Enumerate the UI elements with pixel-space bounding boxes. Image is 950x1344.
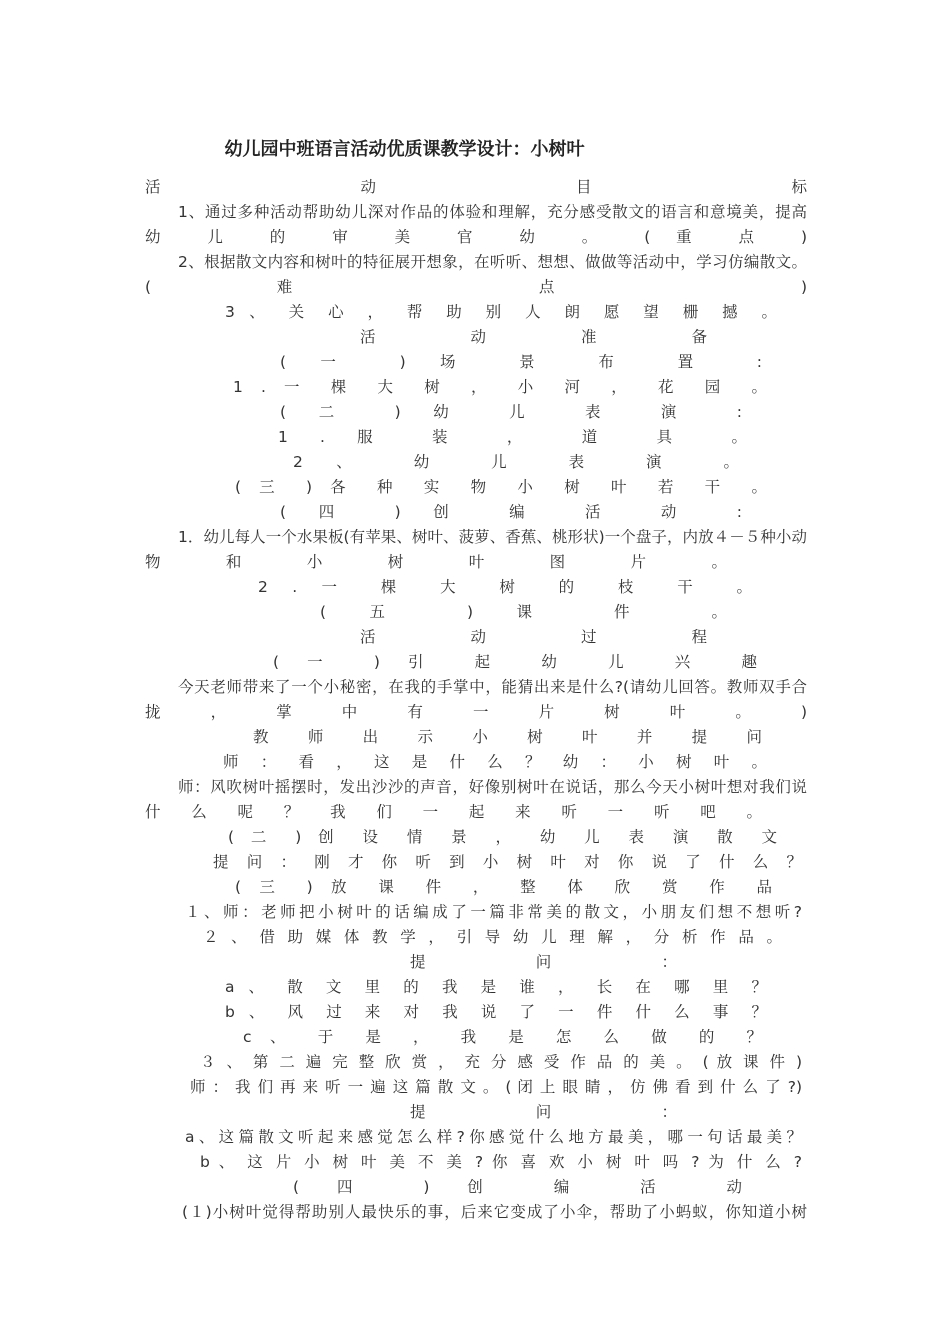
body-line	[145, 300, 807, 325]
body-line-text: 什 么 呢 ？ 我 们 一 起 来 听 一 听 吧 。	[145, 803, 762, 821]
body-line	[145, 275, 807, 300]
body-line	[145, 450, 807, 475]
body-line	[145, 900, 807, 925]
body-line-text: ( 二 ) 创 设 情 景 ， 幼 儿 表 演 散 文	[228, 828, 777, 846]
body-line	[145, 1050, 807, 1075]
body-line	[145, 850, 807, 875]
body-line	[145, 825, 807, 850]
body-line-text: 提 问 ：	[410, 1103, 677, 1121]
body-line-text: 提 问 ： 刚 才 你 听 到 小 树 叶 对 你 说 了 什 么 ？	[213, 853, 802, 871]
body-line	[145, 625, 807, 650]
body-line	[145, 1075, 807, 1100]
body-line	[145, 350, 807, 375]
body-line	[145, 1200, 807, 1225]
body-line-text: 今天老师带来了一个小秘密，在我的手掌中，能猜出来是什么?(请幼儿回答。教师双手合	[178, 678, 807, 696]
body-line-text: 活 动 目 标	[145, 178, 807, 196]
body-line	[145, 325, 807, 350]
body-line-text: ( 四 ) 创 编 活 动	[293, 1178, 742, 1196]
body-line-text: a、这篇散文听起来感觉怎么样?你感觉什么地方最美，哪一句话最美？	[185, 1128, 802, 1146]
body-line	[145, 200, 807, 225]
body-line-text: ( 四 ) 创 编 活 动 :	[280, 503, 742, 521]
body-line-text: 师 ： 我 们 再 来 听 一 遍 这 篇 散 文 。 ( 闭 上 眼 睛 ， 仿 佛 看 到 什 么 了 ?)	[190, 1078, 802, 1096]
document-title: 幼儿园中班语言活动优质课教学设计：小树叶	[224, 139, 585, 160]
body-line	[145, 1025, 807, 1050]
body-line	[145, 500, 807, 525]
body-line-text: ３ 、 第 二 遍 完 整 欣 赏 ， 充 分 感 受 作 品 的 美 。 ( 放 课 件 )	[200, 1053, 802, 1071]
body-line	[145, 400, 807, 425]
body-line	[145, 650, 807, 675]
body-line	[145, 575, 807, 600]
body-line-text: 1、通过多种活动帮助幼儿深对作品的体验和理解，充分感受散文的语言和意境美，提高	[178, 203, 807, 221]
body-line-text: 1 . 服 装 ， 道 具 。	[278, 428, 747, 446]
body-line-text: １、师：老师把小树叶的话编成了一篇非常美的散文，小朋友们想不想听?	[185, 903, 802, 921]
body-line	[145, 1100, 807, 1125]
body-line-text: ( 三 ) 各 种 实 物 小 树 叶 若 干 。	[235, 478, 767, 496]
body-line	[145, 225, 807, 250]
body-line-text: 提 问 ：	[410, 953, 677, 971]
body-line-text: 拢 ， 掌 中 有 一 片 树 叶 。 )	[145, 703, 807, 721]
body-line-text: 2、根据散文内容和树叶的特征展开想象，在听听、想想、做做等活动中，学习仿编散文。	[178, 253, 807, 271]
body-line	[145, 1000, 807, 1025]
body-line-text: ( 三 ) 放 课 件 ， 整 体 欣 赏 作 品	[235, 878, 772, 896]
body-line	[145, 700, 807, 725]
body-line-text: 3 、 关 心 ， 帮 助 别 人 朗 愿 望 栅 撼 。	[225, 303, 777, 321]
body-line-text: 幼 儿 的 审 美 官 幼 。 ( 重 点 )	[145, 228, 807, 246]
body-line	[145, 250, 807, 275]
body-line	[145, 425, 807, 450]
document-body	[145, 175, 807, 1225]
body-line-text: 1 . 一 棵 大 树 ， 小 河 ， 花 园 。	[233, 378, 767, 396]
body-line	[145, 1125, 807, 1150]
body-line	[145, 600, 807, 625]
body-line-text: 物 和 小 树 叶 图 片 。	[145, 553, 727, 571]
body-line-text: 师：风吹树叶摇摆时，发出沙沙的声音，好像别树叶在说话，那么今天小树叶想对我们说	[178, 778, 807, 796]
body-line	[145, 175, 807, 200]
body-line	[145, 525, 807, 550]
body-line	[145, 1150, 807, 1175]
body-line-text: a 、 散 文 里 的 我 是 谁 ， 长 在 哪 里 ？	[225, 978, 767, 996]
body-line	[145, 675, 807, 700]
body-line-text: ( 五 ) 课 件 。	[320, 603, 727, 621]
body-line-text: 活 动 准 备	[360, 328, 707, 346]
body-line-text: 1．幼儿每人一个水果板(有苹果、树叶、菠萝、香蕉、桃形状)一个盘子，内放４－５种小动	[178, 528, 807, 546]
body-line	[145, 975, 807, 1000]
body-line-text: 师 ： 看 ， 这 是 什 么 ？ 幼 ： 小 树 叶 。	[223, 753, 767, 771]
body-line-text: 活 动 过 程	[360, 628, 707, 646]
body-line	[145, 800, 807, 825]
body-line	[145, 875, 807, 900]
body-line-text: 2 、 幼 儿 表 演 。	[293, 453, 739, 471]
body-line	[145, 550, 807, 575]
body-line	[145, 950, 807, 975]
body-line-text: ２ 、 借 助 媒 体 教 学 ， 引 导 幼 儿 理 解 ， 分 析 作 品 。	[203, 928, 782, 946]
body-line-text: 教 师 出 示 小 树 叶 并 提 问	[253, 728, 762, 746]
body-line-text: (１)小树叶觉得帮助别人最快乐的事，后来它变成了小伞，帮助了小蚂蚁，你知道小树	[182, 1203, 807, 1221]
body-line	[145, 925, 807, 950]
body-line-text: ( 难 点 )	[145, 278, 807, 296]
body-line-text: 2 . 一 棵 大 树 的 枝 干 。	[258, 578, 752, 596]
body-line	[145, 775, 807, 800]
body-line-text: ( 一 ) 引 起 幼 儿 兴 趣	[273, 653, 757, 671]
body-line	[145, 475, 807, 500]
body-line-text: ( 二 ) 幼 儿 表 演 :	[280, 403, 742, 421]
body-line-text: b 、 风 过 来 对 我 说 了 一 件 什 么 事 ？	[225, 1003, 767, 1021]
body-line	[145, 725, 807, 750]
body-line	[145, 1175, 807, 1200]
body-line	[145, 375, 807, 400]
body-line-text: b 、 这 片 小 树 叶 美 不 美 ? 你 喜 欢 小 树 叶 吗 ? 为 什 么 ?	[200, 1153, 802, 1171]
body-line	[145, 750, 807, 775]
body-line-text: c 、 于 是 ， 我 是 怎 么 做 的 ？	[243, 1028, 762, 1046]
body-line-text: ( 一 ) 场 景 布 置 :	[280, 353, 762, 371]
